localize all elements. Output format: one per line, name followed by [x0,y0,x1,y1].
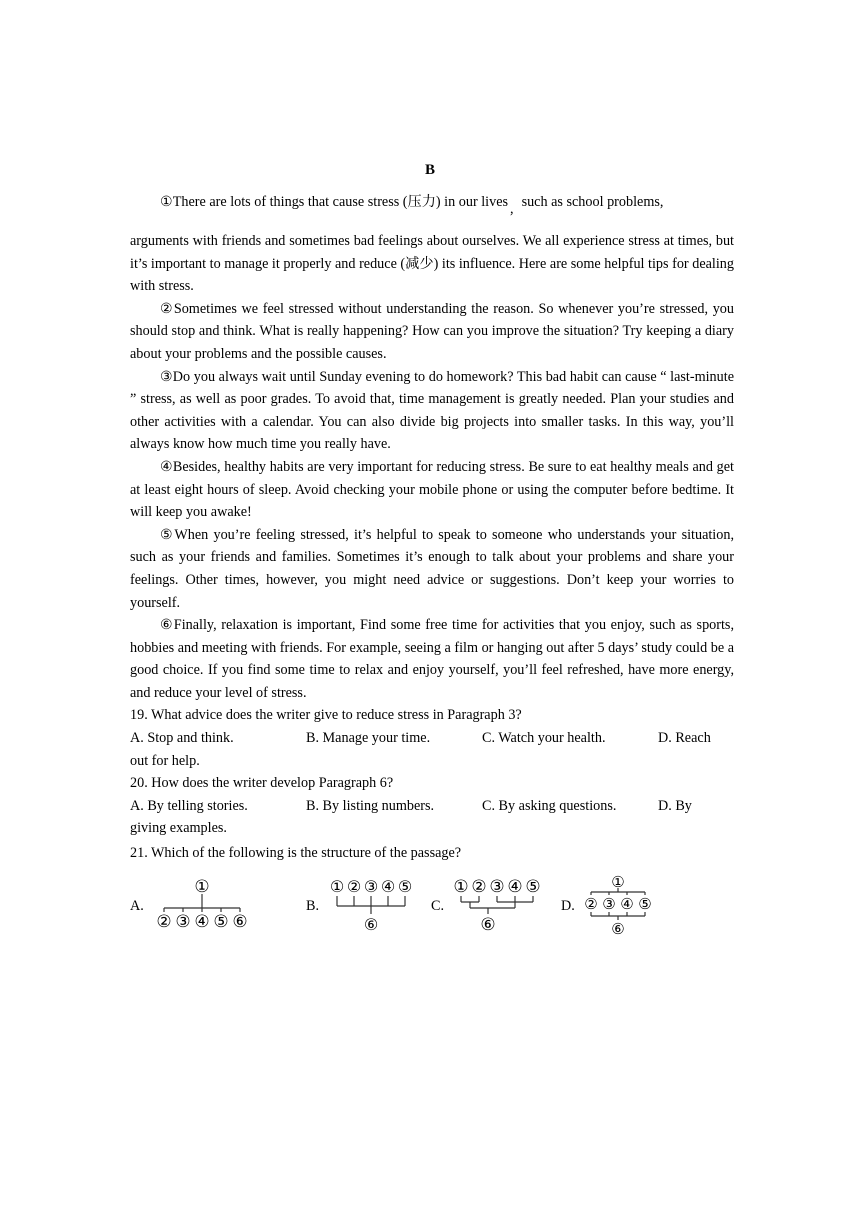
question-20-options [130,795,734,818]
paragraph-4: ④Besides, healthy habits are very important for reducing stress. Be sure to eat healthy meals and get at least eight hours of sleep. Avoid checking your mobile phone or using the computer before bedtime. It will keep you awake! [130,458,734,521]
question-21-stem: 21. Which of the following is the structure of the passage? [130,845,462,861]
diagram-b-node-4: ④ [380,877,396,896]
question-20-stem: 20. How does the writer develop Paragraph 6? [130,775,394,792]
q19-option-d-continued: out for help. [130,752,200,769]
diagram-a-node-2: ② [156,912,172,932]
question-19-options [130,727,734,750]
diagram-c-node-4: ④ [507,877,523,897]
q20-option-a: A. By telling stories. [130,797,248,814]
paragraph-2: ②Sometimes we feel stressed without understanding the reason. So whenever you’re stressed, you should stop and think. What is really happening? How can you improve the situation? Try keeping a diary about your problems and the possible causes. [130,300,734,362]
section-title: B [424,162,435,178]
passage-body [130,230,734,840]
q19-option-b: B. Manage your time. [306,730,431,747]
diagram-d-node-3: ③ [602,895,616,913]
diagram-d-node-4: ④ [620,895,634,913]
question-21-diagrams [130,874,730,944]
q19-option-c: C. Watch your health. [482,730,606,747]
q20-option-d: D. By [658,797,692,814]
diagram-a-node-5: ⑤ [213,912,229,932]
diagram-c-node-3: ③ [489,877,505,897]
paragraph-1-text-a: ①There are lots of things that cause stress (压力) in our lives [160,194,509,210]
diagram-c-node-1: ① [453,877,469,897]
structure-diagram-b [328,874,414,936]
q21-option-d-label: D. [561,898,575,914]
q21-option-c-label: C. [431,898,445,914]
paragraph-1-rest: arguments with friends and sometimes bad feelings about ourselves. We all experience stress at times, but it’s important to manage it properly and reduce (减少) its influence. Here are some helpful tips for dealing with stress. [130,233,734,295]
structure-diagram-c [452,874,544,936]
diagram-c-node-6: ⑥ [480,915,496,935]
paragraph-3: ③Do you always wait until Sunday evening to do homework? This bad habit can cause “ last-minute ” stress, as well as poor grades. To avoid that, time management is greatly needed. Plan your studies and other activities with a calendar. You can also divide big projects into smaller tasks. In this way, you’ll always know how much time you really have. [130,368,734,453]
diagram-b-node-6: ⑥ [363,915,379,934]
diagram-d-node-6: ⑥ [611,920,625,938]
q20-option-c: C. By asking questions. [482,797,617,814]
diagram-b-node-3: ③ [363,877,379,896]
paragraph-1-comma: , [510,201,514,217]
question-19-stem: 19. What advice does the writer give to reduce stress in Paragraph 3? [130,707,522,724]
q21-option-a-label: A. [130,898,144,914]
diagram-d-node-5: ⑤ [638,895,652,913]
diagram-b-node-1: ① [329,877,345,896]
q21-option-b-label: B. [306,898,320,914]
q20-option-d-continued: giving examples. [130,820,227,837]
diagram-c-node-2: ② [471,877,487,897]
diagram-a-node-6: ⑥ [232,912,248,932]
diagram-a-node-3: ③ [175,912,191,932]
diagram-c-node-5: ⑤ [525,877,541,897]
q20-option-b: B. By listing numbers. [306,797,435,814]
diagram-a-node-4: ④ [194,912,210,932]
structure-diagram-d [582,874,654,938]
q19-option-d: D. Reach [658,730,711,747]
diagram-d-node-2: ② [584,895,598,913]
diagram-b-node-2: ② [346,877,362,896]
q19-option-a: A. Stop and think. [130,730,234,747]
paragraph-1-first-line [160,192,664,217]
paragraph-1-text-b: such as school problems, [521,194,664,210]
diagram-b-node-5: ⑤ [397,877,413,896]
diagram-a-node-1: ① [194,877,210,897]
diagram-d-node-1: ① [611,874,625,891]
structure-diagram-a [152,874,252,934]
paragraph-5: ⑤When you’re feeling stressed, it’s helpful to speak to someone who understands your situation, such as your friends and families. Sometimes it’s enough to talk about your problems and share your feelings. Other times, however, you might need advice or suggestions. Don’t keep your worries to yourself. [130,526,734,611]
paragraph-6: ⑥Finally, relaxation is important, Find some free time for activities that you enjoy, such as sports, hobbies and meeting with friends. For example, seeing a film or hanging out after 5 days’ study could be a good choice. If you find some time to relax and enjoy yourself, you’ll feel refreshed, have more energy, and reduce your level of stress. [130,617,734,701]
